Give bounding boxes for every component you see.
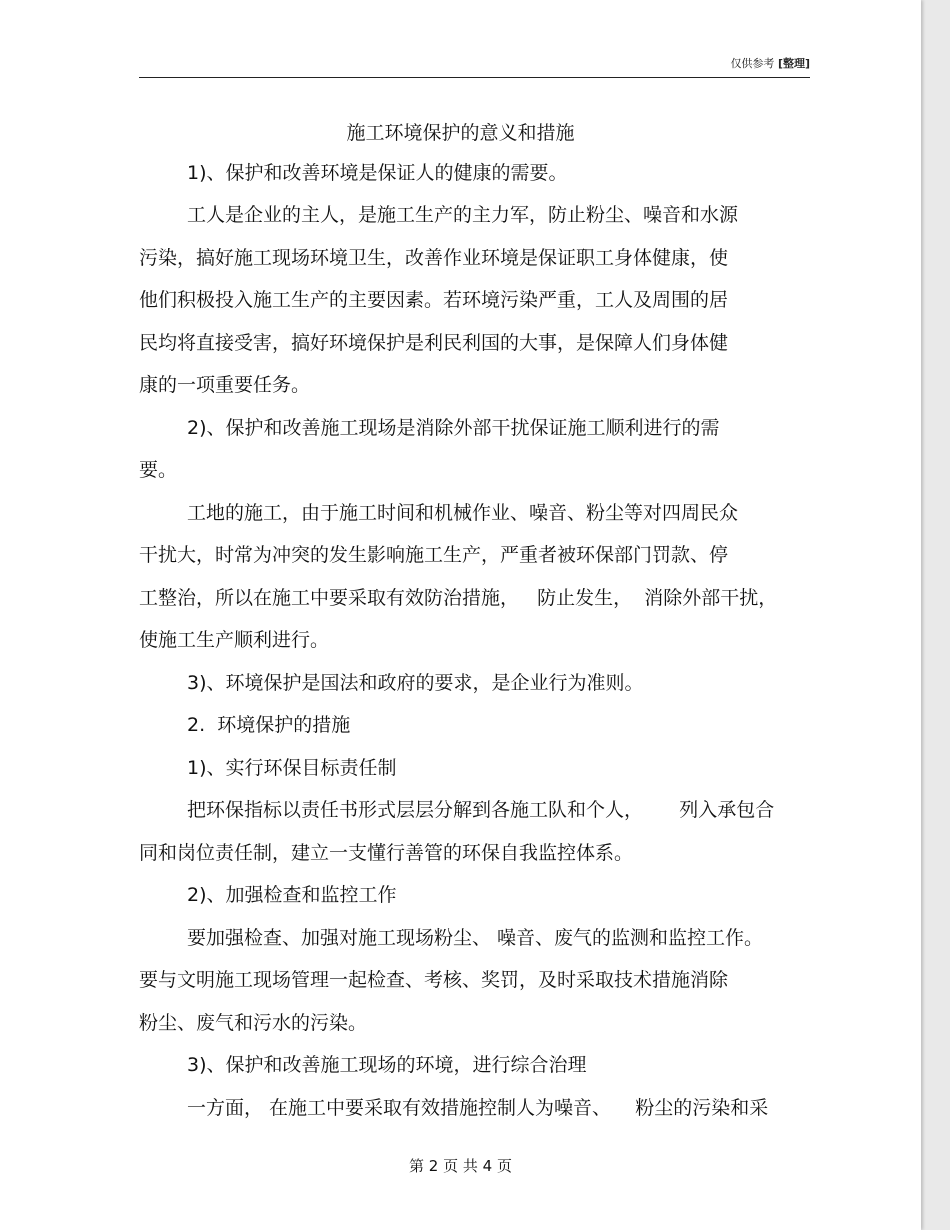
paragraph-line: 要。 (139, 459, 178, 481)
paragraph-line: 使施工生产顺利进行。 (139, 629, 330, 651)
page-header (139, 57, 810, 78)
header-tag: [整理] (777, 57, 810, 70)
paragraph-line: 干扰大，时常为冲突的发生影响施工生产，严重者被环保部门罚款、停 (139, 544, 729, 566)
header-text: 仅供参考 (730, 57, 775, 70)
page-footer: 第 2 页 共 4 页 (409, 1157, 512, 1175)
heading-line: 3)、环境保护是国法和政府的要求，是企业行为准则。 (187, 672, 644, 694)
heading-line: 2)、保护和改善施工现场是消除外部干扰保证施工顺利进行的需 (187, 417, 720, 439)
paragraph-line: 一方面， 在施工中要采取有效措施控制人为噪音、 粉尘的污染和采 (187, 1097, 769, 1119)
heading-line: 1)、实行环保目标责任制 (187, 757, 397, 779)
heading-line: 1)、保护和改善环境是保证人的健康的需要。 (187, 162, 568, 184)
paragraph-line: 工整治，所以在施工中要采取有效防治措施， 防止发生， 消除外部干扰， (139, 587, 778, 609)
heading-line: 2)、加强检查和监控工作 (187, 884, 397, 906)
paragraph-line: 污染，搞好施工现场环境卫生，改善作业环境是保证职工身体健康，使 (139, 247, 729, 269)
document-title: 施工环境保护的意义和措施 (346, 122, 575, 144)
heading-line: 3)、保护和改善施工现场的环境，进行综合治理 (187, 1054, 587, 1076)
paragraph-line: 把环保指标以责任书形式层层分解到各施工队和个人， 列入承包合 (187, 799, 775, 821)
paragraph-line: 要与文明施工现场管理一起检查、考核、奖罚，及时采取技术措施消除 (139, 969, 729, 991)
paragraph-line: 工地的施工，由于施工时间和机械作业、噪音、粉尘等对四周民众 (187, 502, 739, 524)
paragraph-line: 工人是企业的主人，是施工生产的主力军，防止粉尘、噪音和水源 (187, 204, 739, 226)
paragraph-line: 要加强检查、加强对施工现场粉尘、 噪音、废气的监测和监控工作。 (187, 927, 764, 949)
paragraph-line: 民均将直接受害，搞好环境保护是利民利国的大事，是保障人们身体健 (139, 332, 729, 354)
heading-line: 2. 环境保护的措施 (187, 714, 351, 736)
paragraph-line: 康的一项重要任务。 (139, 374, 311, 396)
paragraph-line: 他们积极投入施工生产的主要因素。若环境污染严重，工人及周围的居 (139, 289, 729, 311)
paragraph-line: 同和岗位责任制，建立一支懂行善管的环保自我监控体系。 (139, 842, 634, 864)
paragraph-line: 粉尘、废气和污水的污染。 (139, 1012, 368, 1034)
